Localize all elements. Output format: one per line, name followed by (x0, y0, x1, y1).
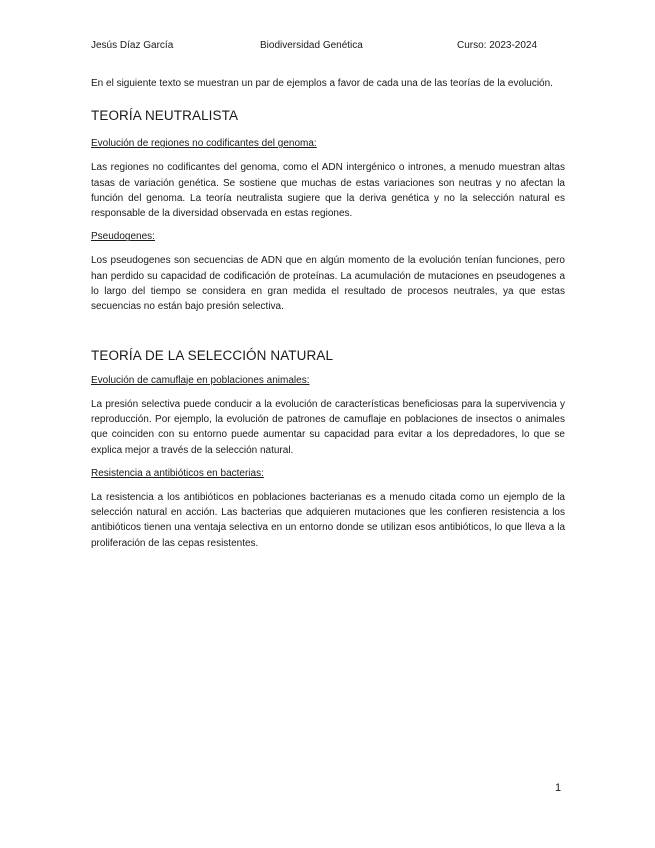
page-number: 1 (555, 782, 562, 794)
subsection-heading-antibiotics: Resistencia a antibióticos en bacterias: (91, 467, 264, 479)
subsection-heading-camouflage: Evolución de camuflaje en poblaciones animales: (91, 374, 310, 386)
subsection-heading-noncoding: Evolución de regiones no codificantes del genoma: (91, 138, 317, 150)
header-course: Curso: 2023-2024 (457, 40, 538, 51)
section-title-neutralist: TEORÍA NEUTRALISTA (91, 108, 239, 124)
header-author: Jesús Díaz García (91, 40, 174, 51)
subsection-text-antibiotics: La resistencia a los antibióticos en poblaciones bacterianas es a menudo citada como un ejemplo de la selección natural en acción. Las bacterias que adquieren mutaciones que les confieren resistencia a los antibióticos tienen una ventaja selectiva en un entorno donde se utilizan esos antibióticos, lo que lleva a la proliferación de las cepas resistentes. (91, 491, 565, 549)
subsection-text-camouflage: La presión selectiva puede conducir a la evolución de características beneficiosas para la supervivencia y reproducción. Por ejemplo, la evolución de patrones de camuflaje en poblaciones de insectos o animales que coinciden con su entorno puede aumentar su capacidad para evitar a los depredadores, lo que se explica mejor a través de la selección natural. (91, 398, 565, 456)
document-body (91, 76, 565, 551)
subsection-text-pseudogenes: Los pseudogenes son secuencias de ADN que en algún momento de la evolución tenían funciones, pero han perdido su capacidad de codificación de proteínas. La acumulación de mutaciones en pseudogenes a lo largo del tiempo se considera en gran medida el resultado de procesos neutrales, ya que estas secuencias no están bajo presión selectiva. (91, 255, 565, 313)
intro-paragraph: En el siguiente texto se muestran un par de ejemplos a favor de cada una de las teorías de la evolución. (91, 78, 553, 89)
subsection-heading-pseudogenes: Pseudogenes: (91, 231, 155, 243)
page-header (91, 40, 565, 54)
header-subject: Biodiversidad Genética (260, 40, 363, 51)
subsection-text-noncoding: Las regiones no codificantes del genoma, como el ADN intergénico o intrones, a menudo muestran altas tasas de variación genética. Se sostiene que muchas de estas variaciones son neutras y no afectan la función del genoma. La teoría neutralista sugiere que la deriva genética y no la selección natural es responsable de la diversidad observada en estas regiones. (91, 162, 565, 220)
section-title-natural-selection: TEORÍA DE LA SELECCIÓN NATURAL (91, 347, 334, 363)
